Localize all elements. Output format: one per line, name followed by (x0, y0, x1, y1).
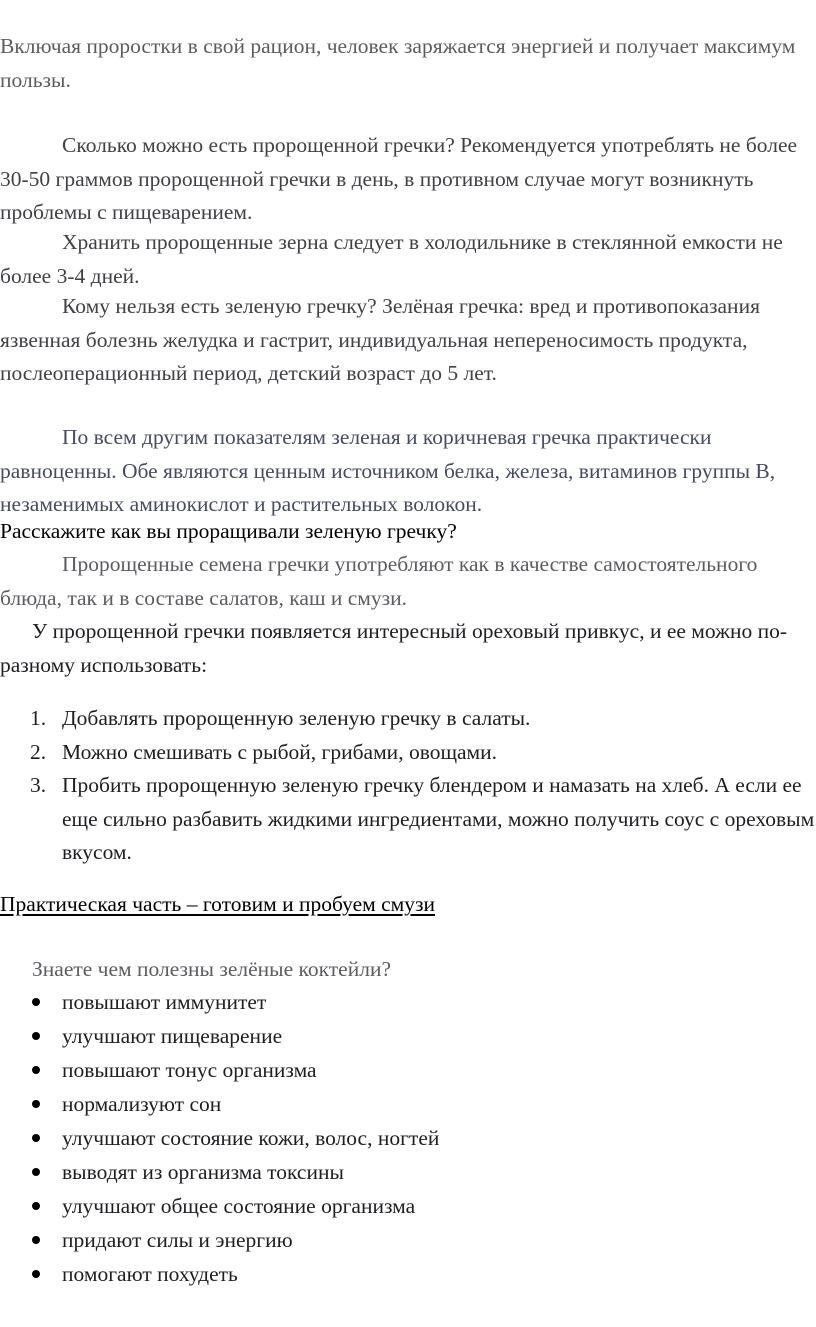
bullet-item (0, 985, 816, 1019)
list-number: 3. (30, 773, 47, 797)
list-item-text: Добавлять пророщенную зеленую гречку в салаты. (62, 706, 531, 730)
bullet-item (0, 1223, 816, 1257)
list-item (0, 769, 816, 870)
list-item (0, 702, 816, 736)
list-item (0, 736, 816, 770)
paragraph-nutty-taste: У пророщенной гречки появляется интересный ореховый привкус, и ее можно по-разному использовать: (0, 619, 788, 677)
paragraph-buckwheat-amount: Сколько можно есть пророщенной гречки? Рекомендуется употреблять не более 30-50 граммов пророщенной гречки в день, в противном случае могут возникнуть проблемы с пищеварением. (0, 133, 798, 224)
bullet-dot-icon (32, 1066, 40, 1074)
bullet-item (0, 1053, 816, 1087)
question-heading: Расскажите как вы проращивали зеленую гречку? (0, 519, 457, 543)
list-number: 2. (30, 739, 47, 764)
paragraph-sprouts-energy: Включая проростки в свой рацион, человек заряжается энергией и получает максимум пользы. (0, 34, 796, 92)
list-number: 1. (30, 706, 47, 730)
bullet-dot-icon (32, 1032, 40, 1040)
section-heading (0, 888, 816, 922)
paragraph-comparison: По всем другим показателям зеленая и коричневая гречка практически равноценны. Обе являются ценным источником белка, железа, витаминов группы В, незаменимых аминокислот и растительных волокон. (0, 425, 776, 516)
bullet-text: улучшают пищеварение (62, 1024, 283, 1048)
bullet-text: нормализуют сон (62, 1092, 222, 1116)
list-item-text: Пробить пророщенную зеленую гречку блендером и намазать на хлеб. А если ее еще сильно разбавить жидкими ингредиентами, можно получить соус с ореховым вкусом. (62, 773, 815, 864)
bullet-text: придают силы и энергию (62, 1228, 293, 1252)
bullet-dot-icon (32, 1270, 40, 1278)
bullet-item (0, 1087, 816, 1121)
bullet-item (0, 1121, 816, 1155)
bullet-dot-icon (32, 998, 40, 1006)
paragraph-storage: Хранить пророщенные зерна следует в холодильнике в стеклянной емкости не более 3-4 дней. (0, 230, 783, 288)
paragraph-contraindications: Кому нельзя есть зеленую гречку? Зелёная гречка: вред и противопоказания язвенная болезнь желудка и гастрит, индивидуальная непереносимость продукта, послеоперационный период, детский возраст до 5 лет. (0, 294, 760, 385)
bullets-intro: Знаете чем полезны зелёные коктейли? (32, 957, 392, 981)
bullet-dot-icon (32, 1202, 40, 1210)
bullet-text: повышают иммунитет (62, 990, 267, 1014)
bullet-item (0, 1189, 816, 1223)
bullet-text: выводят из организма токсины (62, 1160, 344, 1184)
bullet-text: улучшают состояние кожи, волос, ногтей (62, 1126, 440, 1150)
list-item-text: Можно смешивать с рыбой, грибами, овощами. (62, 739, 498, 764)
bullet-text: улучшают общее состояние организма (62, 1194, 416, 1218)
bullet-dot-icon (32, 1168, 40, 1176)
bullet-item (0, 1257, 816, 1291)
benefits-bullet-list (0, 985, 816, 1291)
bullet-dot-icon (32, 1236, 40, 1244)
section-heading-text: Практическая часть – готовим и пробуем смузи (0, 892, 435, 916)
bullet-text: повышают тонус организма (62, 1058, 317, 1082)
bullet-dot-icon (32, 1100, 40, 1108)
bullet-item (0, 1155, 816, 1189)
paragraph-sprouted-seeds-use: Пророщенные семена гречки употребляют как в качестве самостоятельного блюда, так и в составе салатов, каш и смузи. (0, 552, 758, 610)
bullet-item (0, 1019, 816, 1053)
bullet-text: помогают похудеть (62, 1262, 238, 1286)
usage-ordered-list (0, 702, 816, 870)
bullet-dot-icon (32, 1134, 40, 1142)
